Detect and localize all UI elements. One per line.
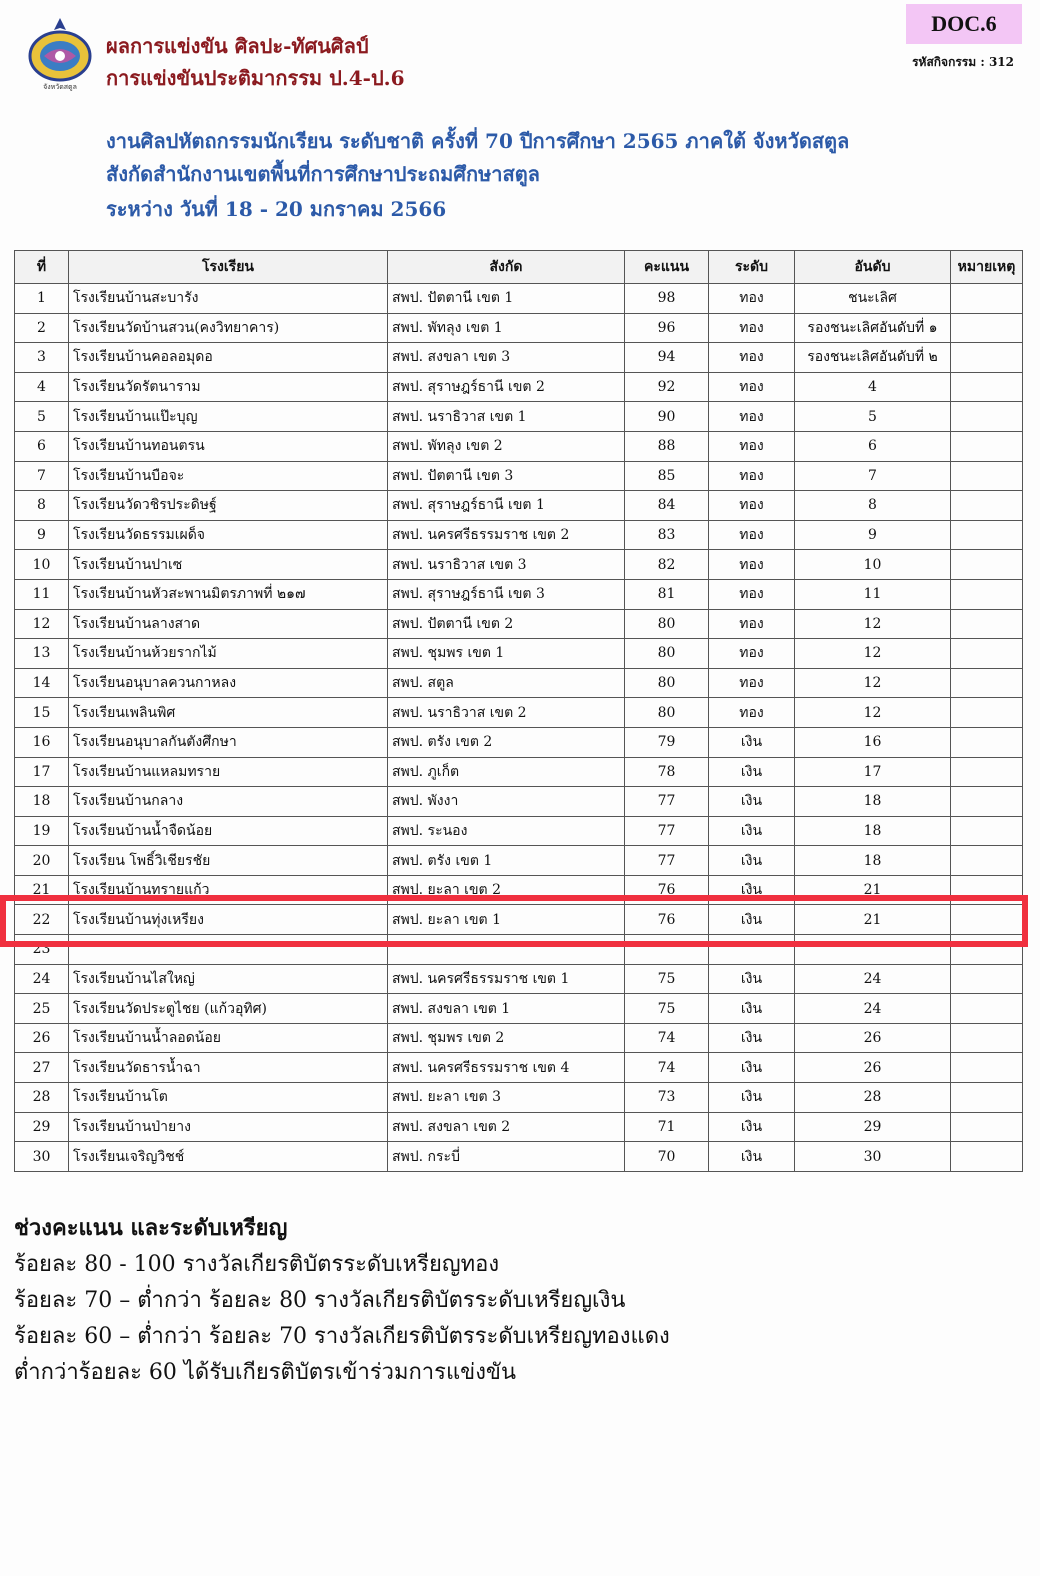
col-score-cell: 77 — [625, 846, 709, 876]
col-no-cell: 2 — [15, 313, 69, 343]
col-remark-cell — [951, 313, 1023, 343]
col-remark-cell — [951, 1142, 1023, 1172]
col-affiliation-cell: สพป. สตูล — [388, 668, 625, 698]
col-level-cell: เงิน — [709, 727, 795, 757]
legend-participation: ต่ำกว่าร้อยละ 60 ได้รับเกียรติบัตรเข้าร่วมการแข่งขัน — [14, 1360, 517, 1385]
header-col-no: ที่ — [15, 251, 69, 284]
table-row — [15, 787, 1023, 817]
col-level-cell: เงิน — [709, 1142, 795, 1172]
col-level-cell: ทอง — [709, 313, 795, 343]
col-level-cell: ทอง — [709, 461, 795, 491]
col-score-cell: 77 — [625, 787, 709, 817]
col-score-cell: 77 — [625, 816, 709, 846]
col-rank-cell: 4 — [795, 372, 951, 402]
col-score-cell: 80 — [625, 639, 709, 669]
col-score-cell: 94 — [625, 343, 709, 373]
col-level-cell: เงิน — [709, 846, 795, 876]
col-level-cell: เงิน — [709, 1083, 795, 1113]
col-no-cell: 10 — [15, 550, 69, 580]
table-row — [15, 1112, 1023, 1142]
col-score-cell: 88 — [625, 431, 709, 461]
col-school-cell: โรงเรียนบ้านลางสาด — [69, 609, 388, 639]
col-score-cell: 90 — [625, 402, 709, 432]
col-remark-cell — [951, 964, 1023, 994]
col-school-cell: โรงเรียนบ้านปาเซ — [69, 550, 388, 580]
competition-name: การแข่งขันประติมากรรม ป.4-ป.6 — [106, 66, 405, 90]
col-no-cell: 23 — [15, 935, 69, 965]
col-school-cell: โรงเรียนวัดรัตนาราม — [69, 372, 388, 402]
col-score-cell: 84 — [625, 491, 709, 521]
col-rank-cell: 26 — [795, 1023, 951, 1053]
col-rank-cell: รองชนะเลิศอันดับที่ ๒ — [795, 343, 951, 373]
col-school-cell: โรงเรียนบ้านทอนตรน — [69, 431, 388, 461]
col-no-cell: 24 — [15, 964, 69, 994]
col-level-cell: ทอง — [709, 579, 795, 609]
col-rank-cell: 17 — [795, 757, 951, 787]
col-rank-cell: 12 — [795, 609, 951, 639]
page-title: ผลการแข่งขัน ศิลปะ-ทัศนศิลป์ — [106, 34, 369, 58]
emblem-logo — [22, 16, 98, 92]
table-row — [15, 1142, 1023, 1172]
col-score-cell: 76 — [625, 905, 709, 935]
col-level-cell: ทอง — [709, 639, 795, 669]
col-school-cell: โรงเรียนวัดบ้านสวน(คงวิทยาคาร) — [69, 313, 388, 343]
table-row — [15, 994, 1023, 1024]
col-level-cell: เงิน — [709, 1053, 795, 1083]
col-level-cell: ทอง — [709, 343, 795, 373]
header-col-rank: อันดับ — [795, 251, 951, 284]
col-affiliation-cell: สพป. สงขลา เขต 1 — [388, 994, 625, 1024]
col-school-cell: โรงเรียนเพลินพิศ — [69, 698, 388, 728]
col-score-cell: 74 — [625, 1023, 709, 1053]
col-school-cell: โรงเรียนบ้านทรายแก้ว — [69, 875, 388, 905]
col-school-cell: โรงเรียนบ้านป่ายาง — [69, 1112, 388, 1142]
col-no-cell: 6 — [15, 431, 69, 461]
col-school-cell: โรงเรียนบ้านโต — [69, 1083, 388, 1113]
col-no-cell: 28 — [15, 1083, 69, 1113]
col-score-cell: 75 — [625, 964, 709, 994]
header-col-affiliation: สังกัด — [388, 251, 625, 284]
col-school-cell: โรงเรียนเจริญวิชช์ — [69, 1142, 388, 1172]
col-score-cell: 75 — [625, 994, 709, 1024]
header-col-level: ระดับ — [709, 251, 795, 284]
table-row — [15, 520, 1023, 550]
col-no-cell: 20 — [15, 846, 69, 876]
col-score-cell: 80 — [625, 609, 709, 639]
col-remark-cell — [951, 343, 1023, 373]
col-score-cell: 80 — [625, 698, 709, 728]
col-affiliation-cell: สพป. ปัตตานี เขต 1 — [388, 284, 625, 314]
col-affiliation-cell: สพป. พัทลุง เขต 2 — [388, 431, 625, 461]
col-remark-cell — [951, 727, 1023, 757]
table-row — [15, 964, 1023, 994]
table-row — [15, 372, 1023, 402]
table-row — [15, 491, 1023, 521]
col-no-cell: 3 — [15, 343, 69, 373]
col-affiliation-cell: สพป. พังงา — [388, 787, 625, 817]
col-rank-cell: 12 — [795, 668, 951, 698]
col-remark-cell — [951, 757, 1023, 787]
col-score-cell: 76 — [625, 875, 709, 905]
col-affiliation-cell: สพป. ยะลา เขต 3 — [388, 1083, 625, 1113]
table-row — [15, 1083, 1023, 1113]
col-no-cell: 7 — [15, 461, 69, 491]
col-affiliation-cell: สพป. ตรัง เขต 1 — [388, 846, 625, 876]
col-no-cell: 18 — [15, 787, 69, 817]
col-no-cell: 13 — [15, 639, 69, 669]
col-rank-cell: 18 — [795, 816, 951, 846]
col-school-cell: โรงเรียนอนุบาลกันตังศึกษา — [69, 727, 388, 757]
col-level-cell: เงิน — [709, 757, 795, 787]
col-rank-cell: 30 — [795, 1142, 951, 1172]
col-remark-cell — [951, 372, 1023, 402]
col-remark-cell — [951, 668, 1023, 698]
col-no-cell: 21 — [15, 875, 69, 905]
col-level-cell: เงิน — [709, 787, 795, 817]
col-score-cell: 81 — [625, 579, 709, 609]
col-score-cell: 70 — [625, 1142, 709, 1172]
col-no-cell: 19 — [15, 816, 69, 846]
col-school-cell: โรงเรียนบ้านทุ่งเหรียง — [69, 905, 388, 935]
col-affiliation-cell: สพป. ชุมพร เขต 1 — [388, 639, 625, 669]
results-table — [14, 250, 1023, 1172]
col-no-cell: 15 — [15, 698, 69, 728]
col-level-cell: ทอง — [709, 520, 795, 550]
col-rank-cell: 18 — [795, 846, 951, 876]
col-score-cell: 73 — [625, 1083, 709, 1113]
col-remark-cell — [951, 816, 1023, 846]
col-level-cell: ทอง — [709, 431, 795, 461]
table-row — [15, 846, 1023, 876]
col-rank-cell: 24 — [795, 964, 951, 994]
col-rank-cell: 6 — [795, 431, 951, 461]
col-level-cell: เงิน — [709, 875, 795, 905]
col-rank-cell: รองชนะเลิศอันดับที่ ๑ — [795, 313, 951, 343]
col-affiliation-cell: สพป. สุราษฎร์ธานี เขต 3 — [388, 579, 625, 609]
col-rank-cell: 18 — [795, 787, 951, 817]
col-affiliation-cell: สพป. ระนอง — [388, 816, 625, 846]
col-remark-cell — [951, 520, 1023, 550]
col-remark-cell — [951, 1023, 1023, 1053]
col-school-cell: โรงเรียนบ้านกลาง — [69, 787, 388, 817]
col-no-cell: 5 — [15, 402, 69, 432]
logo-caption: จังหวัดสตูล — [43, 83, 77, 91]
col-remark-cell — [951, 994, 1023, 1024]
col-score-cell: 78 — [625, 757, 709, 787]
col-remark-cell — [951, 402, 1023, 432]
table-header-row — [15, 251, 1023, 284]
col-rank-cell: 16 — [795, 727, 951, 757]
col-level-cell: ทอง — [709, 284, 795, 314]
col-no-cell: 1 — [15, 284, 69, 314]
col-school-cell: โรงเรียนบ้านคอลอมุดอ — [69, 343, 388, 373]
col-affiliation-cell: สพป. นครศรีธรรมราช เขต 2 — [388, 520, 625, 550]
col-rank-cell: 5 — [795, 402, 951, 432]
activity-code: รหัสกิจกรรม : 312 — [912, 55, 1014, 69]
col-school-cell: โรงเรียนวัดธารน้ำฉา — [69, 1053, 388, 1083]
col-affiliation-cell: สพป. นราธิวาส เขต 3 — [388, 550, 625, 580]
legend-bronze: ร้อยละ 60 – ต่ำกว่า ร้อยละ 70 รางวัลเกียรติบัตรระดับเหรียญทองแดง — [14, 1324, 670, 1349]
col-rank-cell: 21 — [795, 875, 951, 905]
col-school-cell: โรงเรียนวัดประตูไชย (แก้วอุทิศ) — [69, 994, 388, 1024]
table-row — [15, 1023, 1023, 1053]
col-affiliation-cell: สพป. สงขลา เขต 2 — [388, 1112, 625, 1142]
col-level-cell: เงิน — [709, 964, 795, 994]
col-rank-cell: 26 — [795, 1053, 951, 1083]
col-remark-cell — [951, 431, 1023, 461]
col-score-cell: 85 — [625, 461, 709, 491]
col-level-cell: เงิน — [709, 1023, 795, 1053]
legend-gold: ร้อยละ 80 - 100 รางวัลเกียรติบัตรระดับเหรียญทอง — [14, 1252, 500, 1277]
col-affiliation-cell: สพป. ยะลา เขต 2 — [388, 875, 625, 905]
col-remark-cell — [951, 1112, 1023, 1142]
col-no-cell: 17 — [15, 757, 69, 787]
header-col-remark: หมายเหตุ — [951, 251, 1023, 284]
col-affiliation-cell: สพป. นราธิวาส เขต 1 — [388, 402, 625, 432]
col-affiliation-cell: สพป. นครศรีธรรมราช เขต 1 — [388, 964, 625, 994]
col-score-cell: 71 — [625, 1112, 709, 1142]
table-row — [15, 668, 1023, 698]
col-no-cell: 29 — [15, 1112, 69, 1142]
col-affiliation-cell: สพป. ชุมพร เขต 2 — [388, 1023, 625, 1053]
col-remark-cell — [951, 846, 1023, 876]
table-row — [15, 639, 1023, 669]
table-row — [15, 402, 1023, 432]
col-remark-cell — [951, 550, 1023, 580]
table-row — [15, 431, 1023, 461]
date-subtitle: ระหว่าง วันที่ 18 - 20 มกราคม 2566 — [106, 197, 447, 221]
col-school-cell: โรงเรียนบ้านแหลมทราย — [69, 757, 388, 787]
col-school-cell: โรงเรียนวัดธรรมเผด็จ — [69, 520, 388, 550]
col-level-cell: ทอง — [709, 372, 795, 402]
col-rank-cell: 10 — [795, 550, 951, 580]
table-row — [15, 609, 1023, 639]
col-school-cell: โรงเรียนบ้านน้ำลอดน้อย — [69, 1023, 388, 1053]
col-rank-cell: 24 — [795, 994, 951, 1024]
col-school-cell: โรงเรียนอนุบาลควนกาหลง — [69, 668, 388, 698]
col-rank-cell: 28 — [795, 1083, 951, 1113]
col-rank-cell: 12 — [795, 639, 951, 669]
col-remark-cell — [951, 609, 1023, 639]
col-no-cell: 11 — [15, 579, 69, 609]
header-col-score: คะแนน — [625, 251, 709, 284]
legend-silver: ร้อยละ 70 – ต่ำกว่า ร้อยละ 80 รางวัลเกียรติบัตรระดับเหรียญเงิน — [14, 1288, 626, 1313]
col-score-cell: 74 — [625, 1053, 709, 1083]
table-row — [15, 343, 1023, 373]
col-rank-cell: 9 — [795, 520, 951, 550]
col-affiliation-cell: สพป. นราธิวาส เขต 2 — [388, 698, 625, 728]
col-school-cell: โรงเรียนบ้านหัวสะพานมิตรภาพที่ ๒๑๗ — [69, 579, 388, 609]
table-row — [15, 284, 1023, 314]
organization-subtitle: สังกัดสำนักงานเขตพื้นที่การศึกษาประถมศึกษาสตูล — [106, 162, 540, 186]
col-affiliation-cell: สพป. กระบี่ — [388, 1142, 625, 1172]
legend-heading: ช่วงคะแนน และระดับเหรียญ — [14, 1215, 288, 1241]
col-level-cell: ทอง — [709, 698, 795, 728]
table-row — [15, 1053, 1023, 1083]
table-row — [15, 550, 1023, 580]
col-affiliation-cell: สพป. ตรัง เขต 2 — [388, 727, 625, 757]
col-rank-cell: 11 — [795, 579, 951, 609]
col-no-cell: 8 — [15, 491, 69, 521]
col-rank-cell: 7 — [795, 461, 951, 491]
col-no-cell: 16 — [15, 727, 69, 757]
col-score-cell: 82 — [625, 550, 709, 580]
doc-label: DOC.6 — [906, 4, 1022, 44]
col-score-cell: 96 — [625, 313, 709, 343]
col-rank-cell: 29 — [795, 1112, 951, 1142]
col-remark-cell — [951, 491, 1023, 521]
col-level-cell: ทอง — [709, 668, 795, 698]
col-score-cell: 92 — [625, 372, 709, 402]
col-affiliation-cell: สพป. นครศรีธรรมราช เขต 4 — [388, 1053, 625, 1083]
col-level-cell: เงิน — [709, 1112, 795, 1142]
col-school-cell: โรงเรียนบ้านบือจะ — [69, 461, 388, 491]
col-score-cell: 79 — [625, 727, 709, 757]
col-no-cell: 25 — [15, 994, 69, 1024]
col-remark-cell — [951, 1053, 1023, 1083]
col-level-cell: ทอง — [709, 609, 795, 639]
col-affiliation-cell: สพป. สงขลา เขต 3 — [388, 343, 625, 373]
col-level-cell: ทอง — [709, 402, 795, 432]
col-score-cell: 80 — [625, 668, 709, 698]
col-remark-cell — [951, 461, 1023, 491]
col-rank-cell: 12 — [795, 698, 951, 728]
col-school-cell: โรงเรียนบ้านไสใหญ่ — [69, 964, 388, 994]
table-row — [15, 461, 1023, 491]
col-school-cell: โรงเรียนบ้านน้ำจืดน้อย — [69, 816, 388, 846]
col-affiliation-cell: สพป. ปัตตานี เขต 2 — [388, 609, 625, 639]
col-no-cell: 12 — [15, 609, 69, 639]
table-row — [15, 816, 1023, 846]
col-rank-cell: ชนะเลิศ — [795, 284, 951, 314]
col-school-cell: โรงเรียน โพธิ์วิเชียรชัย — [69, 846, 388, 876]
col-remark-cell — [951, 639, 1023, 669]
col-level-cell: ทอง — [709, 491, 795, 521]
col-rank-cell: 8 — [795, 491, 951, 521]
col-no-cell: 14 — [15, 668, 69, 698]
col-remark-cell — [951, 284, 1023, 314]
col-level-cell: เงิน — [709, 994, 795, 1024]
col-school-cell: โรงเรียนบ้านห้วยรากไม้ — [69, 639, 388, 669]
col-no-cell: 30 — [15, 1142, 69, 1172]
col-no-cell: 26 — [15, 1023, 69, 1053]
col-remark-cell — [951, 787, 1023, 817]
col-score-cell: 83 — [625, 520, 709, 550]
col-remark-cell — [951, 579, 1023, 609]
col-school-cell: โรงเรียนบ้านแป๊ะบุญ — [69, 402, 388, 432]
col-school-cell: โรงเรียนวัดวชิรประดิษฐ์ — [69, 491, 388, 521]
col-no-cell: 9 — [15, 520, 69, 550]
col-affiliation-cell: สพป. พัทลุง เขต 1 — [388, 313, 625, 343]
col-no-cell: 4 — [15, 372, 69, 402]
table-row — [15, 579, 1023, 609]
table-row — [15, 757, 1023, 787]
col-remark-cell — [951, 698, 1023, 728]
table-body — [15, 284, 1023, 1172]
table-row — [15, 313, 1023, 343]
table-row — [15, 727, 1023, 757]
col-no-cell: 27 — [15, 1053, 69, 1083]
col-rank-cell: 21 — [795, 905, 951, 935]
col-no-cell: 22 — [15, 905, 69, 935]
col-level-cell: เงิน — [709, 816, 795, 846]
col-score-cell: 98 — [625, 284, 709, 314]
event-subtitle: งานศิลปหัตถกรรมนักเรียน ระดับชาติ ครั้งที่ 70 ปีการศึกษา 2565 ภาคใต้ จังหวัดสตูล — [106, 129, 850, 153]
col-level-cell: ทอง — [709, 550, 795, 580]
col-remark-cell — [951, 1083, 1023, 1113]
table-row — [15, 698, 1023, 728]
header-col-school: โรงเรียน — [69, 251, 388, 284]
col-affiliation-cell: สพป. สุราษฎร์ธานี เขต 1 — [388, 491, 625, 521]
col-affiliation-cell: สพป. ภูเก็ต — [388, 757, 625, 787]
col-affiliation-cell: สพป. ยะลา เขต 1 — [388, 905, 625, 935]
highlight-box — [0, 895, 1028, 947]
col-affiliation-cell: สพป. สุราษฎร์ธานี เขต 2 — [388, 372, 625, 402]
col-level-cell: เงิน — [709, 905, 795, 935]
col-school-cell: โรงเรียนบ้านสะบารัง — [69, 284, 388, 314]
col-affiliation-cell: สพป. ปัตตานี เขต 3 — [388, 461, 625, 491]
